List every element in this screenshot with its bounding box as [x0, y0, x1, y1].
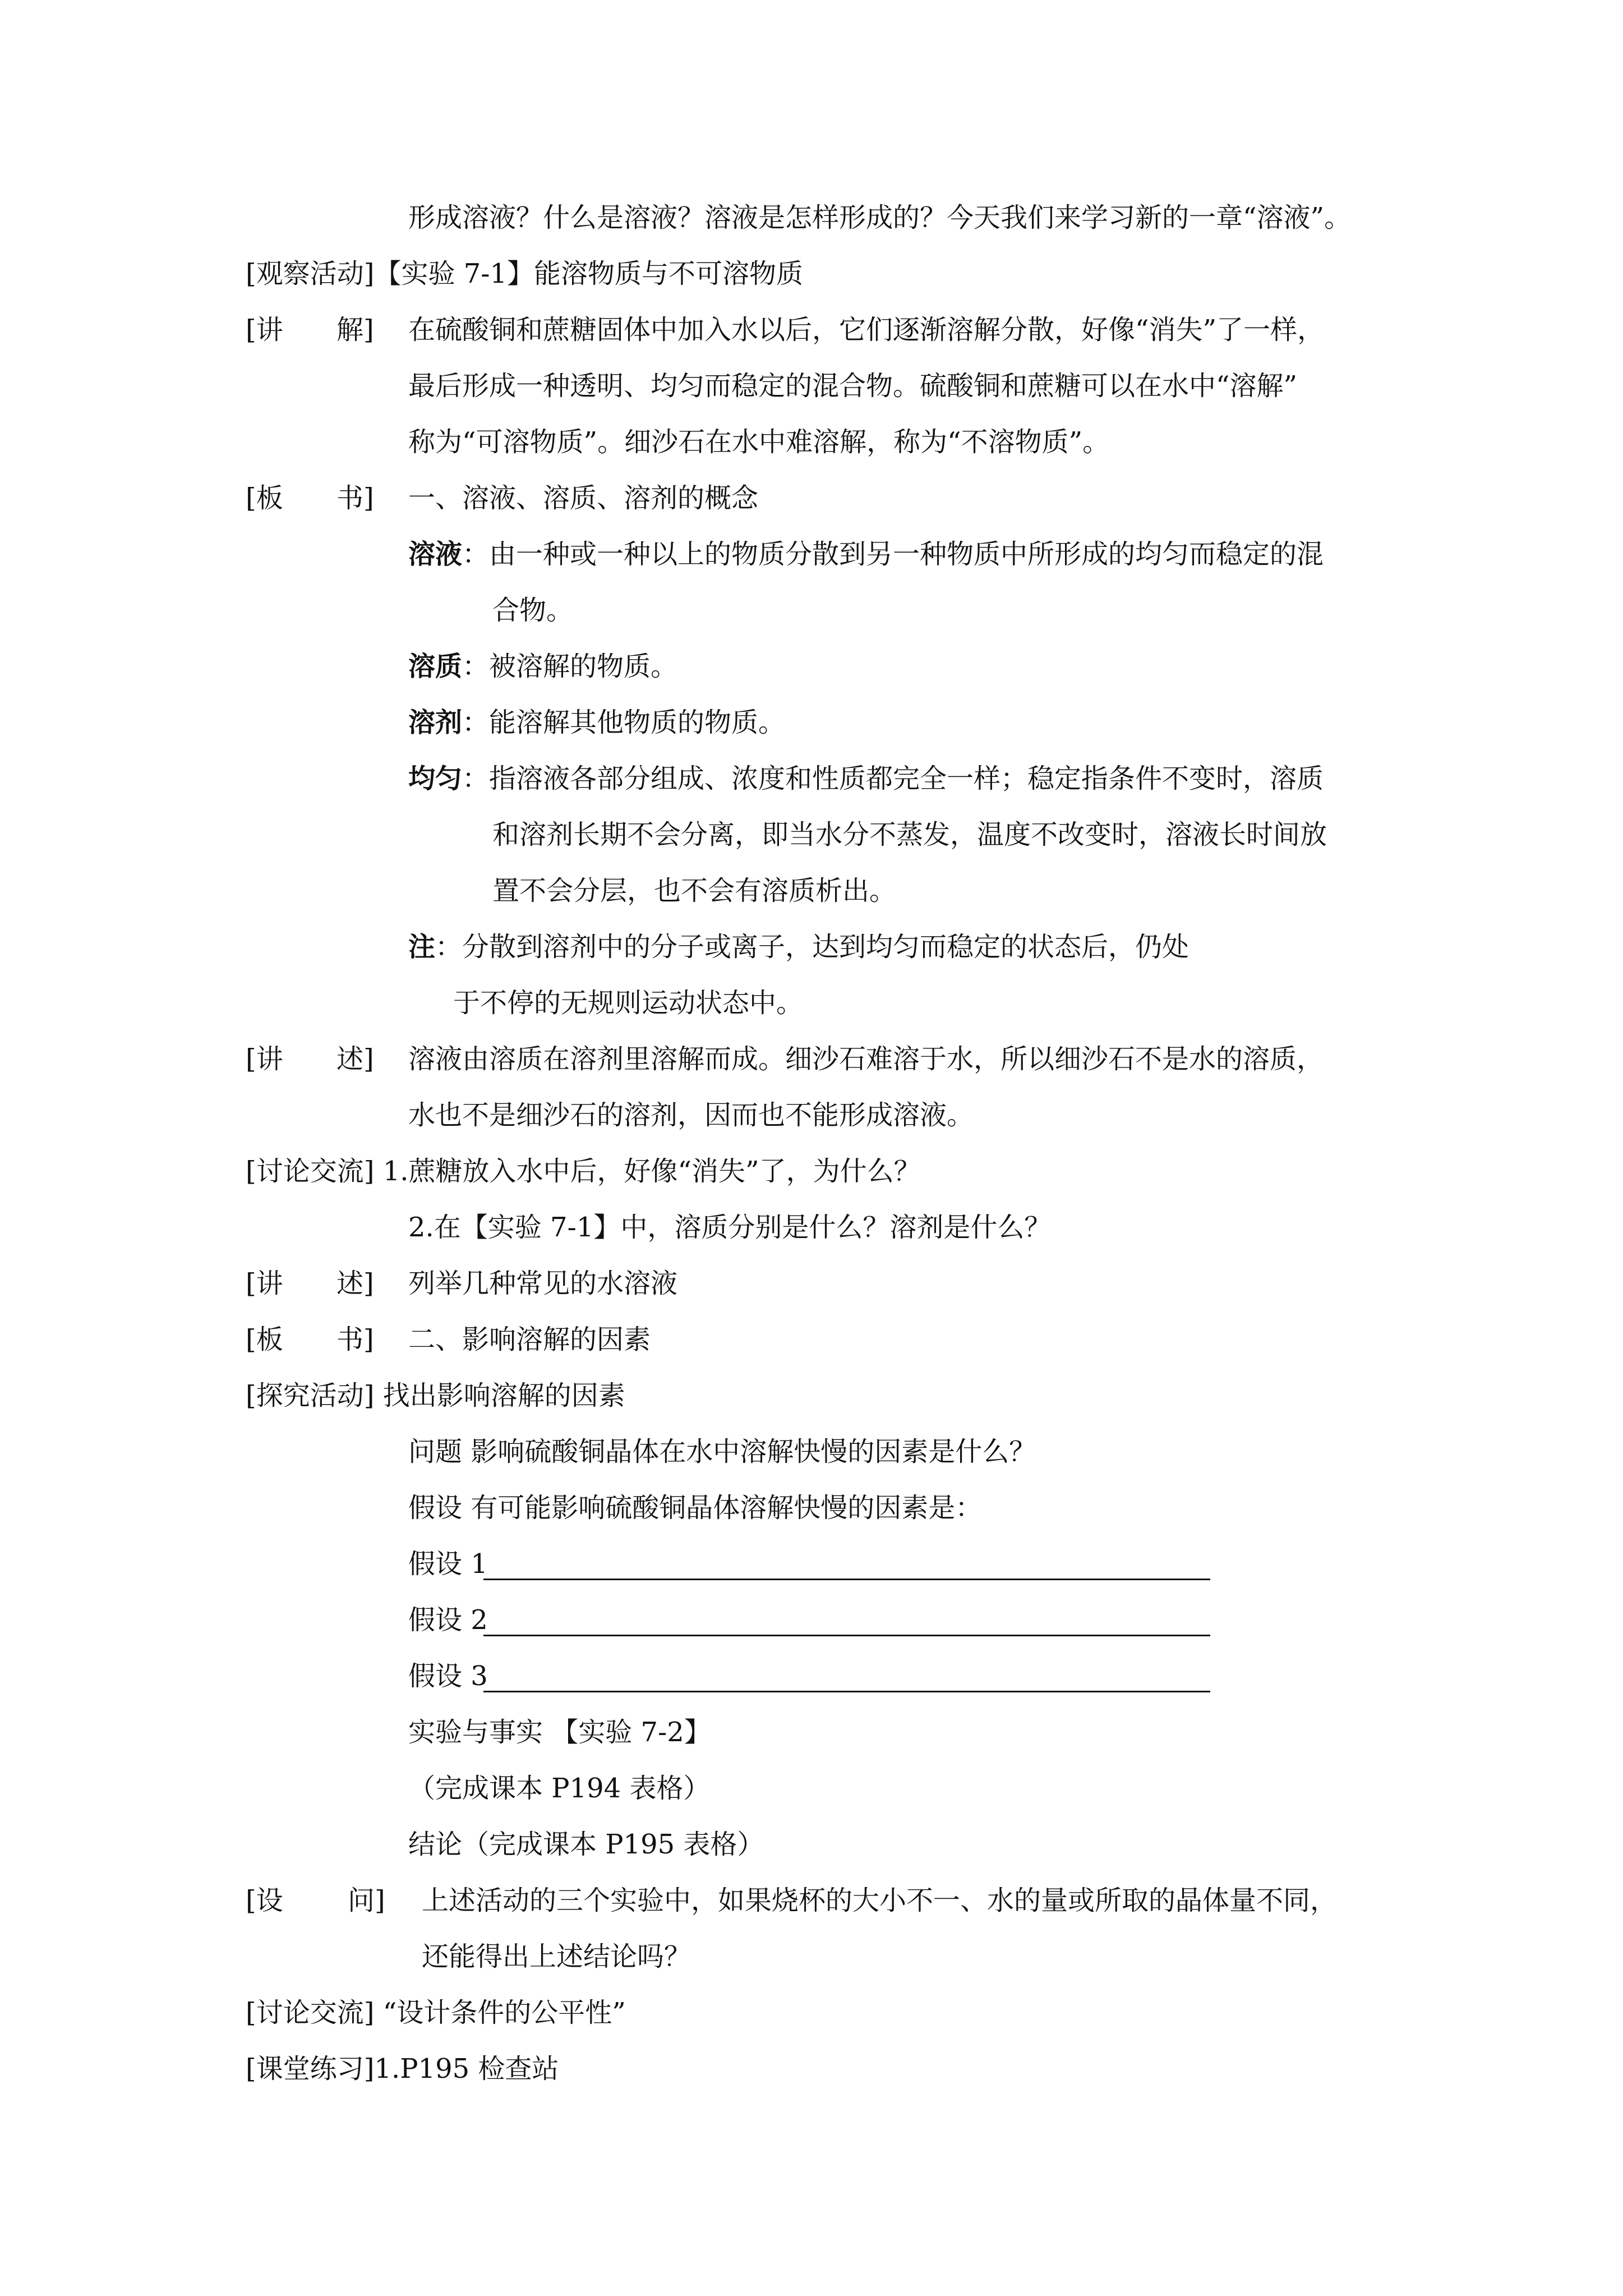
definition-text: ：能溶解其他物质的物质。	[462, 707, 786, 738]
text-line: 结论（完成课本 P195 表格）	[408, 1829, 764, 1860]
text-line: 最后形成一种透明、均匀而稳定的混合物。硫酸铜和蔗糖可以在水中“溶解”	[408, 370, 1298, 402]
definition-line	[408, 650, 677, 683]
text-line: 实验与事实 【实验 7-2】	[408, 1717, 711, 1748]
text-line: 假设 有可能影响硫酸铜晶体溶解快慢的因素是：	[408, 1492, 983, 1524]
text-line: 2.在【实验 7-1】中，溶质分别是什么？溶剂是什么？	[408, 1212, 1052, 1243]
hypothesis-label: 假设 3	[408, 1660, 488, 1692]
text-line: [观察活动]【实验 7-1】能溶物质与不可溶物质	[246, 258, 804, 289]
text-line: [讨论交流] “设计条件的公平性”	[246, 1997, 626, 2028]
tag-close: 书]	[336, 482, 374, 514]
definition-line	[408, 537, 1324, 571]
definition-text: ：由一种或一种以上的物质分散到另一种物质中所形成的均匀而稳定的混	[462, 539, 1324, 570]
definition-line	[408, 706, 785, 739]
hypothesis-blank-1[interactable]	[483, 1579, 1210, 1580]
hypothesis-blank-2[interactable]	[483, 1635, 1210, 1636]
text-line: 一、溶液、溶质、溶剂的概念	[408, 482, 759, 514]
text-line: 于不停的无规则运动状态中。	[453, 987, 804, 1019]
tag-open: [板	[246, 1324, 283, 1355]
tag-close: 解]	[336, 314, 374, 346]
definition-text: ：被溶解的物质。	[462, 651, 678, 682]
text-line: 溶液由溶质在溶剂里溶解而成。细沙石难溶于水，所以细沙石不是水的溶质，	[408, 1043, 1324, 1075]
note-text: ：分散到溶剂中的分子或离子，达到均匀而稳定的状态后，仍处	[435, 931, 1189, 963]
tag-open: [讲	[246, 1268, 283, 1299]
text-line: [探究活动] 找出影响溶解的因素	[246, 1380, 625, 1411]
text-line: [讨论交流] 1.蔗糖放入水中后，好像“消失”了，为什么？	[246, 1156, 921, 1187]
text-line: 水也不是细沙石的溶剂，因而也不能形成溶液。	[408, 1099, 974, 1131]
text-line: （完成课本 P194 表格）	[408, 1773, 711, 1804]
definition-term: 溶剂	[408, 707, 463, 738]
text-line: 列举几种常见的水溶液	[408, 1268, 678, 1299]
tag-close: 述]	[336, 1268, 374, 1299]
text-line: 形成溶液？什么是溶液？溶液是怎样形成的？今天我们来学习新的一章“溶液”。	[408, 202, 1352, 233]
hypothesis-blank-3[interactable]	[483, 1691, 1210, 1692]
definition-term: 溶质	[408, 651, 463, 682]
text-line: 和溶剂长期不会分离，即当水分不蒸发，温度不改变时，溶液长时间放	[492, 819, 1327, 850]
definition-term: 均匀	[408, 763, 463, 794]
hypothesis-label: 假设 2	[408, 1604, 488, 1636]
text-line: 二、影响溶解的因素	[408, 1324, 651, 1355]
text-line: 上述活动的三个实验中，如果烧杯的大小不一、水的量或所取的晶体量不同，	[422, 1885, 1338, 1916]
tag-close: 书]	[336, 1324, 374, 1355]
text-line: 还能得出上述结论吗？	[422, 1941, 691, 1972]
definition-line	[408, 930, 1189, 964]
text-line: [课堂练习]1.P195 检查站	[246, 2053, 559, 2085]
text-line: 称为“可溶物质”。细沙石在水中难溶解，称为“不溶物质”。	[408, 426, 1110, 458]
definition-text: ：指溶液各部分组成、浓度和性质都完全一样；稳定指条件不变时，溶质	[462, 763, 1324, 794]
tag-close: 问]	[348, 1885, 385, 1916]
tag-open: [设	[246, 1885, 283, 1916]
tag-open: [讲	[246, 314, 283, 346]
tag-open: [板	[246, 482, 283, 514]
definition-line	[408, 762, 1324, 795]
tag-close: 述]	[336, 1043, 374, 1075]
text-line: 置不会分层，也不会有溶质析出。	[492, 875, 897, 907]
hypothesis-label: 假设 1	[408, 1548, 488, 1580]
text-line: 合物。	[492, 595, 574, 626]
text-line: 问题 影响硫酸铜晶体在水中溶解快慢的因素是什么？	[408, 1436, 1036, 1467]
note-term: 注	[408, 931, 436, 963]
text-line: 在硫酸铜和蔗糖固体中加入水以后，它们逐渐溶解分散，好像“消失”了一样，	[408, 314, 1325, 346]
tag-open: [讲	[246, 1043, 283, 1075]
definition-term: 溶液	[408, 539, 463, 570]
